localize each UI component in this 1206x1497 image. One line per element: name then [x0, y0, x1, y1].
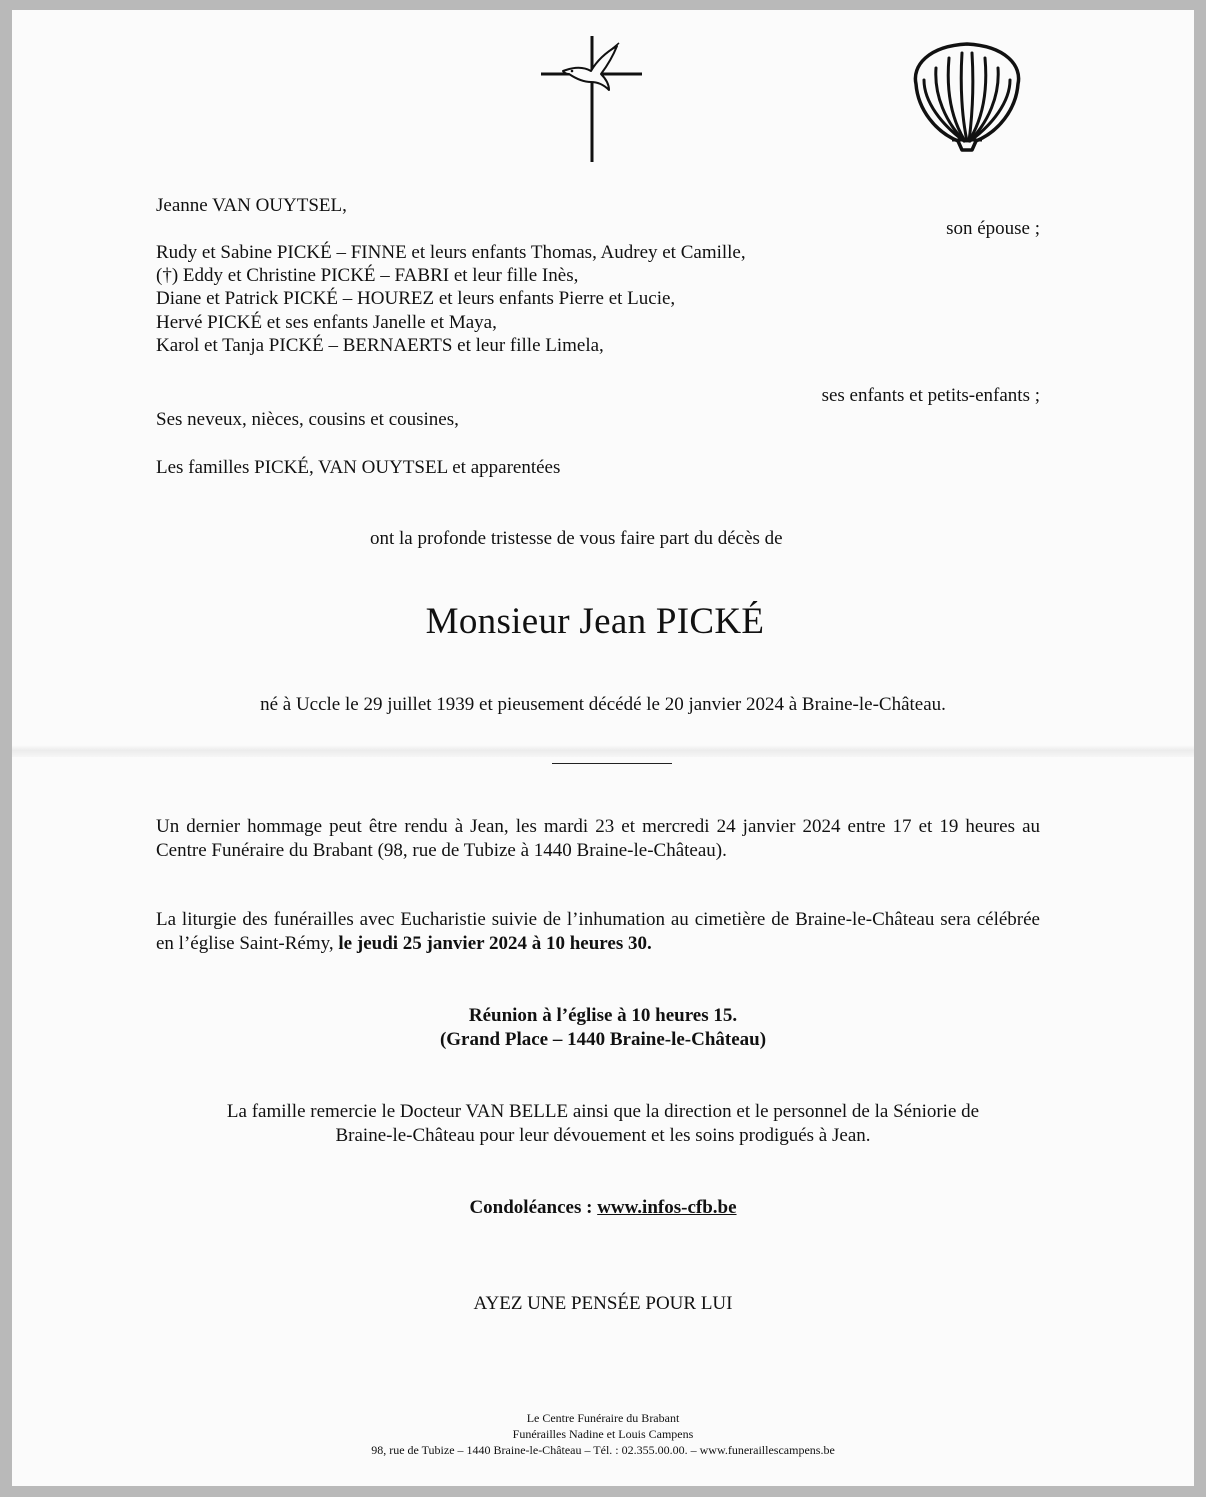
child-line: Hervé PICKÉ et ses enfants Janelle et Maya,	[156, 312, 497, 333]
liturgy-date: le jeudi 25 janvier 2024 à 10 heures 30.	[338, 932, 652, 954]
cross-with-dove-icon	[539, 34, 645, 164]
obituary-card	[12, 10, 1194, 1486]
wife-role: son épouse ;	[946, 218, 1040, 239]
condolences-line	[12, 1196, 1194, 1219]
wife-line: Jeanne VAN OUYTSEL,	[156, 195, 347, 216]
children-role: ses enfants et petits-enfants ;	[821, 385, 1040, 406]
nephews-line: Ses neveux, nièces, cousins et cousines,	[156, 409, 459, 430]
footer-line-3: 98, rue de Tubize – 1440 Braine-le-Château – Tél. : 02.355.00.00. – www.funeraillescampens.be	[371, 1443, 835, 1457]
condolences-label: Condoléances :	[469, 1197, 593, 1218]
liturgy-paragraph	[156, 908, 1040, 955]
fold-line	[12, 745, 1194, 757]
birth-death-line: né à Uccle le 29 juillet 1939 et pieusement décédé le 20 janvier 2024 à Braine-le-Château.	[260, 694, 946, 715]
closing-line: AYEZ UNE PENSÉE POUR LUI	[473, 1293, 733, 1314]
meeting-place: (Grand Place – 1440 Braine-le-Château)	[439, 1029, 767, 1050]
divider	[552, 763, 672, 764]
liturgy-text: La liturgie des funérailles avec Eucharistie suivie de l’inhumation au cimetière de Braine-le-Château sera célébrée en l’église Saint-Rémy,	[156, 909, 1040, 954]
child-line: Karol et Tanja PICKÉ – BERNAERTS et leur fille Limela,	[156, 335, 604, 356]
thanks-line-1: La famille remercie le Docteur VAN BELLE ainsi que la direction et le personnel de la Séniorie de	[226, 1101, 980, 1122]
deceased-name: Monsieur Jean PICKÉ	[425, 601, 765, 642]
footer-line-1: Le Centre Funéraire du Brabant	[526, 1411, 680, 1425]
meeting-line-1	[12, 1004, 1194, 1027]
families-line: Les familles PICKÉ, VAN OUYTSEL et apparentées	[156, 457, 561, 478]
footer-line-2: Funérailles Nadine et Louis Campens	[512, 1427, 694, 1441]
meeting-line-2	[12, 1028, 1194, 1051]
announcement: ont la profonde tristesse de vous faire part du décès de	[370, 528, 783, 549]
scallop-shell-icon	[902, 40, 1032, 155]
child-line: Rudy et Sabine PICKÉ – FINNE et leurs enfants Thomas, Audrey et Camille,	[156, 242, 746, 263]
hommage-paragraph: Un dernier hommage peut être rendu à Jean, les mardi 23 et mercredi 24 janvier 2024 entre 17 et 19 heures au Centre Funéraire du Brabant (98, rue de Tubize à 1440 Braine-le-Château).	[156, 816, 1040, 861]
meeting-time: Réunion à l’église à 10 heures 15.	[468, 1005, 738, 1026]
child-line: (†) Eddy et Christine PICKÉ – FABRI et leur fille Inès,	[156, 265, 579, 286]
condolences-link[interactable]: www.infos-cfb.be	[597, 1197, 737, 1218]
thanks-line-2: Braine-le-Château pour leur dévouement et les soins prodigués à Jean.	[335, 1125, 871, 1146]
child-line: Diane et Patrick PICKÉ – HOUREZ et leurs enfants Pierre et Lucie,	[156, 288, 676, 309]
